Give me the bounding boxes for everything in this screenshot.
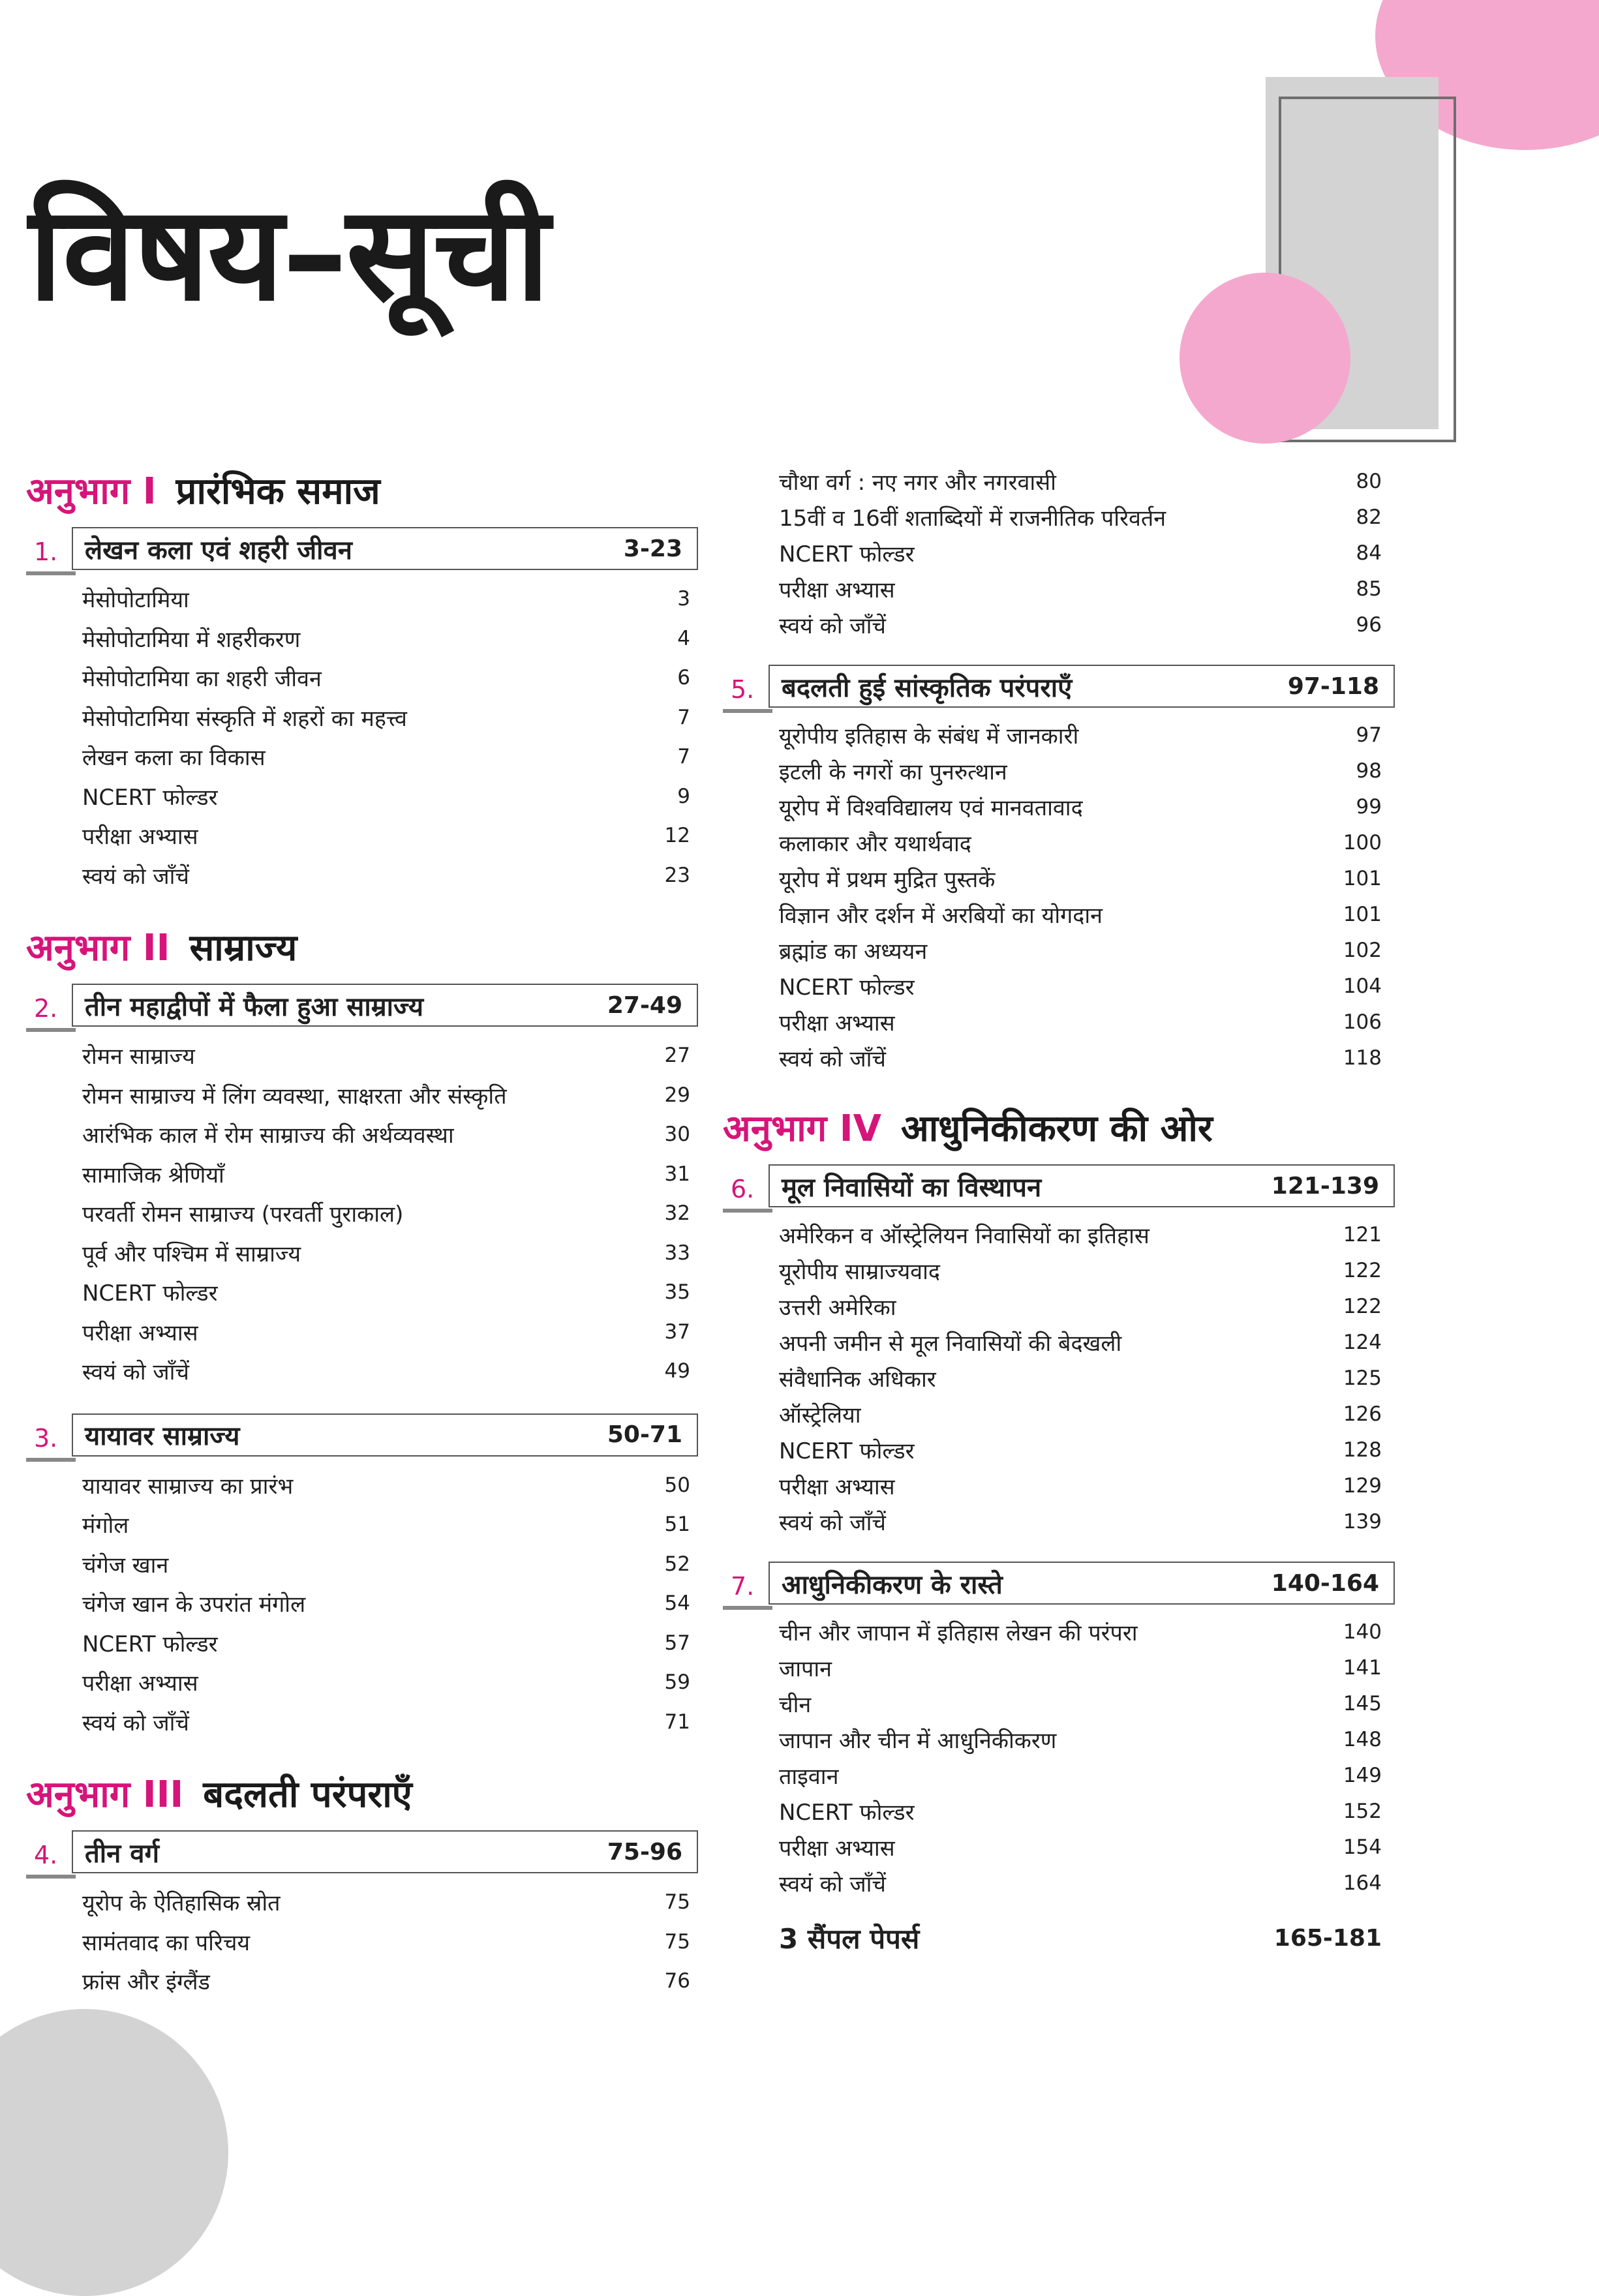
chapter-number: 4. <box>34 1841 58 1869</box>
entry-title: 15वीं व 16वीं शताब्दियों में राजनीतिक परिवर्तन <box>779 505 1166 532</box>
chapter-title: बदलती हुई सांस्कृतिक परंपराएँ <box>782 672 1073 703</box>
section-title: प्रारंभिक समाज <box>175 470 380 513</box>
entry-page: 50 <box>664 1473 690 1497</box>
toc-entry[interactable] <box>723 1252 1401 1288</box>
entry-page: 124 <box>1343 1330 1382 1354</box>
toc-entry[interactable] <box>26 579 705 619</box>
toc-entry[interactable] <box>26 777 705 817</box>
entry-page: 7 <box>677 705 690 729</box>
section-title: साम्राज्य <box>189 927 297 969</box>
entry-page: 49 <box>664 1359 690 1383</box>
toc-entry[interactable] <box>26 1076 705 1115</box>
entry-title: परीक्षा अभ्यास <box>779 1010 895 1036</box>
entry-page: 85 <box>1356 577 1382 601</box>
chapter-pages: 121-139 <box>1271 1172 1379 1200</box>
entry-page: 102 <box>1343 938 1382 962</box>
toc-entry[interactable] <box>723 1360 1401 1396</box>
toc-entry[interactable] <box>723 1614 1401 1650</box>
entry-page: 75 <box>664 1929 690 1954</box>
chapter-title: तीन महाद्वीपों में फैला हुआ साम्राज्य <box>85 991 424 1022</box>
section-label: अनुभाग I <box>26 470 157 513</box>
chapter-number: 3. <box>34 1423 58 1453</box>
entry-page: 31 <box>664 1162 690 1186</box>
chapter-title-box <box>72 1830 698 1873</box>
chapter-title-box <box>72 984 698 1027</box>
entry-page: 9 <box>677 784 690 808</box>
toc-right-column <box>723 463 1401 1967</box>
entry-title: अपनी जमीन से मूल निवासियों की बेदखली <box>779 1330 1122 1357</box>
chapter-title-box <box>72 1413 698 1457</box>
chapter-heading-2[interactable] <box>26 984 705 1032</box>
entry-title: मेसोपोटामिया का शहरी जीवन <box>82 666 322 693</box>
entry-title: चंगेज खान के उपरांत मंगोल <box>82 1592 306 1618</box>
toc-entry[interactable] <box>26 1312 705 1352</box>
entry-page: 148 <box>1343 1727 1382 1751</box>
chapter-number: 2. <box>34 994 58 1023</box>
toc-entry[interactable] <box>723 463 1401 499</box>
toc-entry[interactable] <box>723 1216 1401 1252</box>
chapter-title: आधुनिकीकरण के रास्ते <box>782 1569 1003 1600</box>
chapter-underline <box>26 1458 76 1462</box>
entry-page: 164 <box>1343 1871 1382 1895</box>
decorative-pink-circle <box>1180 273 1350 444</box>
entry-title: ऑस्ट्रेलिया <box>779 1402 861 1428</box>
entry-title: स्वयं को जाँचें <box>779 1046 887 1072</box>
chapter-7-items <box>723 1614 1401 1901</box>
toc-entry[interactable] <box>723 1829 1401 1865</box>
entry-title: कलाकार और यथार्थवाद <box>779 830 971 857</box>
chapter-underline <box>723 1209 772 1213</box>
chapter-title: लेखन कला एवं शहरी जीवन <box>85 535 352 566</box>
toc-entry[interactable] <box>723 968 1401 1004</box>
entry-title: NCERT फोल्डर <box>779 541 915 567</box>
entry-page: 122 <box>1343 1258 1382 1282</box>
spacer <box>723 1539 1401 1558</box>
entry-title: चौथा वर्ग : नए नगर और नगरवासी <box>779 469 1056 496</box>
chapter-underline <box>723 1606 772 1610</box>
entry-page: 96 <box>1356 612 1382 637</box>
entry-page: 54 <box>664 1592 690 1616</box>
chapter-underline <box>26 1875 76 1879</box>
toc-entry[interactable] <box>723 1432 1401 1468</box>
toc-entry[interactable] <box>723 717 1401 753</box>
chapter-number: 5. <box>731 675 755 704</box>
toc-entry[interactable] <box>723 1865 1401 1901</box>
chapter-title-box <box>769 1164 1395 1207</box>
toc-entry[interactable] <box>26 1961 705 2001</box>
entry-page: 140 <box>1343 1620 1382 1644</box>
chapter-4-items-part2 <box>723 463 1401 642</box>
toc-entry[interactable] <box>723 789 1401 824</box>
entry-page: 149 <box>1343 1763 1382 1787</box>
toc-entry[interactable] <box>723 535 1401 571</box>
page-title: विषय–सूची <box>29 178 549 330</box>
toc-entry[interactable] <box>26 1352 705 1391</box>
toc-entry[interactable] <box>723 1396 1401 1432</box>
entry-title: विज्ञान और दर्शन में अरबियों का योगदान <box>779 902 1103 929</box>
entry-page: 98 <box>1356 759 1382 783</box>
toc-entry[interactable] <box>723 571 1401 607</box>
entry-title: परीक्षा अभ्यास <box>779 1835 895 1862</box>
entry-title: ताइवान <box>779 1763 839 1790</box>
entry-title: पूर्व और पश्चिम में साम्राज्य <box>82 1241 301 1267</box>
entry-page: 32 <box>664 1201 690 1226</box>
chapter-heading-4[interactable] <box>26 1830 705 1879</box>
entry-page: 57 <box>664 1631 690 1655</box>
entry-title: अमेरिकन व ऑस्ट्रेलियन निवासियों का इतिहास <box>779 1222 1150 1249</box>
chapter-pages: 140-164 <box>1271 1569 1379 1597</box>
entry-title: रोमन साम्राज्य <box>82 1044 195 1070</box>
entry-title: उत्तरी अमेरिका <box>779 1294 896 1321</box>
toc-entry[interactable] <box>26 1466 705 1505</box>
toc-entry[interactable] <box>723 1503 1401 1539</box>
entry-page: 100 <box>1343 830 1382 854</box>
entry-title: जापान <box>779 1655 832 1682</box>
entry-page: 75 <box>664 1890 690 1914</box>
entry-title: NCERT फोल्डर <box>82 1280 218 1307</box>
entry-title: यूरोपीय इतिहास के संबंध में जानकारी <box>779 723 1079 749</box>
entry-title: लेखन कला का विकास <box>82 745 266 772</box>
entry-page: 27 <box>664 1044 690 1068</box>
entry-title: परवर्ती रोमन साम्राज्य (परवर्ती पुराकाल) <box>82 1201 404 1228</box>
sample-papers-pages: 165-181 <box>1273 1924 1382 1952</box>
chapter-number: 6. <box>731 1175 755 1203</box>
toc-entry[interactable] <box>723 1650 1401 1685</box>
entry-title: आरंभिक काल में रोम साम्राज्य की अर्थव्यवस्था <box>82 1123 454 1149</box>
section-label: अनुभाग IV <box>723 1108 881 1150</box>
entry-page: 101 <box>1343 866 1382 890</box>
entry-title: ब्रह्मांड का अध्ययन <box>779 938 928 965</box>
chapter-title-box <box>769 1562 1395 1605</box>
toc-entry[interactable] <box>723 1324 1401 1360</box>
toc-entry[interactable] <box>26 737 705 777</box>
toc-entry[interactable] <box>26 1545 705 1584</box>
entry-title: सामाजिक श्रेणियाँ <box>82 1162 224 1188</box>
entry-title: मंगोल <box>82 1513 129 1539</box>
section-heading-4 <box>723 1094 1401 1160</box>
entry-page: 118 <box>1343 1046 1382 1070</box>
entry-title: परीक्षा अभ्यास <box>82 824 198 851</box>
spacer <box>26 895 705 913</box>
toc-entry[interactable] <box>723 1793 1401 1829</box>
entry-title: परीक्षा अभ्यास <box>779 1473 895 1500</box>
chapter-title: यायावर साम्राज्य <box>85 1421 240 1451</box>
chapter-6-items <box>723 1216 1401 1539</box>
entry-title: चीन <box>779 1691 812 1718</box>
toc-entry[interactable] <box>723 1757 1401 1793</box>
entry-title: NCERT फोल्डर <box>82 1631 218 1657</box>
toc-entry[interactable] <box>26 1155 705 1194</box>
decorative-gray-circle-bottom <box>0 2009 228 2296</box>
spacer <box>723 1076 1401 1094</box>
entry-page: 125 <box>1343 1366 1382 1390</box>
entry-page: 84 <box>1356 541 1382 565</box>
chapter-pages: 97-118 <box>1287 672 1379 700</box>
spacer <box>26 1742 705 1760</box>
entry-title: यूरोप के ऐतिहासिक स्रोत <box>82 1890 281 1917</box>
toc-entry[interactable] <box>26 1922 705 1962</box>
entry-page: 52 <box>664 1552 690 1576</box>
entry-page: 97 <box>1356 723 1382 747</box>
entry-page: 152 <box>1343 1799 1382 1823</box>
toc-entry[interactable] <box>26 698 705 738</box>
entry-title: सामंतवाद का परिचय <box>82 1929 251 1956</box>
entry-page: 101 <box>1343 902 1382 926</box>
entry-title: चीन और जापान में इतिहास लेखन की परंपरा <box>779 1620 1138 1646</box>
chapter-pages: 27-49 <box>607 991 682 1019</box>
toc-entry[interactable] <box>723 824 1401 860</box>
toc-entry[interactable] <box>723 607 1401 642</box>
entry-page: 30 <box>664 1123 690 1147</box>
section-heading-2 <box>26 913 705 980</box>
entry-title: NCERT फोल्डर <box>779 974 915 1001</box>
chapter-5-items <box>723 717 1401 1076</box>
entry-page: 29 <box>664 1083 690 1107</box>
entry-page: 51 <box>664 1513 690 1537</box>
entry-page: 154 <box>1343 1835 1382 1859</box>
entry-title: स्वयं को जाँचें <box>779 612 887 639</box>
chapter-1-items <box>26 579 705 895</box>
entry-page: 82 <box>1356 505 1382 529</box>
chapter-number: 1. <box>34 537 58 566</box>
toc-entry[interactable] <box>26 1233 705 1273</box>
entry-page: 141 <box>1343 1655 1382 1680</box>
entry-title: NCERT फोल्डर <box>779 1799 915 1826</box>
entry-page: 3 <box>677 587 690 611</box>
chapter-2-items <box>26 1036 705 1391</box>
chapter-title: तीन वर्ग <box>85 1838 160 1869</box>
toc-entry[interactable] <box>26 1036 705 1076</box>
toc-entry[interactable] <box>723 932 1401 968</box>
toc-entry[interactable] <box>26 1273 705 1312</box>
entry-title: परीक्षा अभ्यास <box>82 1320 198 1346</box>
toc-entry[interactable] <box>723 1685 1401 1721</box>
entry-page: 121 <box>1343 1222 1382 1246</box>
entry-page: 37 <box>664 1320 690 1344</box>
toc-entry[interactable] <box>26 1584 705 1624</box>
entry-page: 129 <box>1343 1473 1382 1498</box>
entry-page: 12 <box>664 824 690 848</box>
chapter-3-items <box>26 1466 705 1742</box>
entry-page: 106 <box>1343 1010 1382 1034</box>
chapter-pages: 50-71 <box>607 1421 682 1448</box>
sample-papers-title: 3 सैंपल पेपर्स <box>779 1922 920 1955</box>
section-label: अनुभाग II <box>26 927 170 969</box>
section-heading-3 <box>26 1760 705 1826</box>
entry-title: संवैधानिक अधिकार <box>779 1366 936 1393</box>
entry-title: यूरोपीय साम्राज्यवाद <box>779 1258 940 1285</box>
entry-page: 71 <box>664 1710 690 1734</box>
toc-entry[interactable] <box>26 1194 705 1233</box>
entry-title: NCERT फोल्डर <box>82 784 218 811</box>
toc-entry[interactable] <box>723 1721 1401 1757</box>
section-heading-1 <box>26 457 705 523</box>
section-title: आधुनिकीकरण की ओर <box>900 1108 1213 1150</box>
toc-entry[interactable] <box>723 896 1401 932</box>
chapter-title: मूल निवासियों का विस्थापन <box>782 1172 1042 1203</box>
entry-title: मेसोपोटामिया में शहरीकरण <box>82 626 301 653</box>
entry-title: इटली के नगरों का पुनरुत्थान <box>779 759 1007 785</box>
entry-page: 76 <box>664 1969 690 1993</box>
entry-page: 35 <box>664 1280 690 1305</box>
toc-entry[interactable] <box>723 1468 1401 1503</box>
chapter-pages: 3-23 <box>623 535 682 562</box>
toc-entry[interactable] <box>723 1004 1401 1040</box>
toc-entry[interactable] <box>26 619 705 659</box>
toc-entry[interactable] <box>26 1505 705 1545</box>
chapter-title-box <box>769 665 1395 708</box>
entry-page: 99 <box>1356 794 1382 819</box>
toc-entry[interactable] <box>26 1663 705 1702</box>
toc-entry[interactable] <box>26 658 705 698</box>
chapter-heading-6[interactable] <box>723 1164 1401 1213</box>
entry-title: रोमन साम्राज्य में लिंग व्यवस्था, साक्षरता और संस्कृति <box>82 1083 507 1110</box>
chapter-underline <box>26 1028 76 1032</box>
section-label: अनुभाग III <box>26 1774 184 1816</box>
toc-entry[interactable] <box>723 499 1401 535</box>
entry-page: 128 <box>1343 1438 1382 1462</box>
toc-entry[interactable] <box>26 1882 705 1922</box>
entry-title: मेसोपोटामिया संस्कृति में शहरों का महत्त्व <box>82 705 407 732</box>
entry-title: NCERT फोल्डर <box>779 1438 915 1464</box>
entry-title: मेसोपोटामिया <box>82 587 189 614</box>
entry-page: 6 <box>677 666 690 690</box>
toc-entry[interactable] <box>723 1040 1401 1076</box>
entry-page: 7 <box>677 745 690 769</box>
toc-entry[interactable] <box>723 860 1401 896</box>
entry-page: 122 <box>1343 1294 1382 1318</box>
spacer <box>723 642 1401 661</box>
entry-page: 33 <box>664 1241 690 1265</box>
entry-page: 145 <box>1343 1691 1382 1715</box>
entry-page: 23 <box>664 863 690 887</box>
entry-page: 59 <box>664 1670 690 1695</box>
entry-title: यूरोप में विश्वविद्यालय एवं मानवतावाद <box>779 794 1083 821</box>
toc-entry[interactable] <box>26 816 705 856</box>
chapter-number: 7. <box>731 1572 755 1601</box>
entry-title: स्वयं को जाँचें <box>779 1509 887 1536</box>
chapter-pages: 75-96 <box>607 1838 682 1865</box>
chapter-underline <box>723 709 772 713</box>
entry-page: 139 <box>1343 1509 1382 1533</box>
entry-title: परीक्षा अभ्यास <box>82 1670 198 1697</box>
chapter-title-box <box>72 527 698 570</box>
toc-entry[interactable] <box>26 1115 705 1155</box>
chapter-heading-1[interactable] <box>26 527 705 575</box>
entry-title: स्वयं को जाँचें <box>82 863 190 890</box>
toc-entry[interactable] <box>723 753 1401 789</box>
chapter-underline <box>26 571 76 575</box>
chapter-heading-5[interactable] <box>723 665 1401 713</box>
entry-title: चंगेज खान <box>82 1552 169 1578</box>
entry-title: स्वयं को जाँचें <box>82 1710 190 1736</box>
entry-title: स्वयं को जाँचें <box>779 1871 887 1897</box>
entry-page: 126 <box>1343 1402 1382 1426</box>
entry-title: यायावर साम्राज्य का प्रारंभ <box>82 1473 294 1500</box>
entry-title: स्वयं को जाँचें <box>82 1359 190 1386</box>
toc-entry[interactable] <box>723 1288 1401 1324</box>
entry-title: जापान और चीन में आधुनिकीकरण <box>779 1727 1057 1754</box>
toc-entry[interactable] <box>26 856 705 896</box>
toc-entry[interactable] <box>26 1624 705 1663</box>
sample-papers-entry[interactable] <box>723 1909 1401 1967</box>
chapter-4-items-part1 <box>26 1882 705 2001</box>
toc-entry[interactable] <box>26 1702 705 1742</box>
entry-page: 4 <box>677 626 690 650</box>
spacer <box>26 1391 705 1410</box>
entry-page: 80 <box>1356 469 1382 493</box>
section-title: बदलती परंपराएँ <box>203 1774 412 1816</box>
entry-title: यूरोप में प्रथम मुद्रित पुस्तकें <box>779 866 996 893</box>
entry-title: परीक्षा अभ्यास <box>779 577 895 603</box>
toc-left-column <box>26 457 705 2001</box>
entry-title: फ्रांस और इंग्लैंड <box>82 1969 210 1996</box>
chapter-heading-3[interactable] <box>26 1413 705 1462</box>
chapter-heading-7[interactable] <box>723 1562 1401 1610</box>
entry-page: 104 <box>1343 974 1382 998</box>
